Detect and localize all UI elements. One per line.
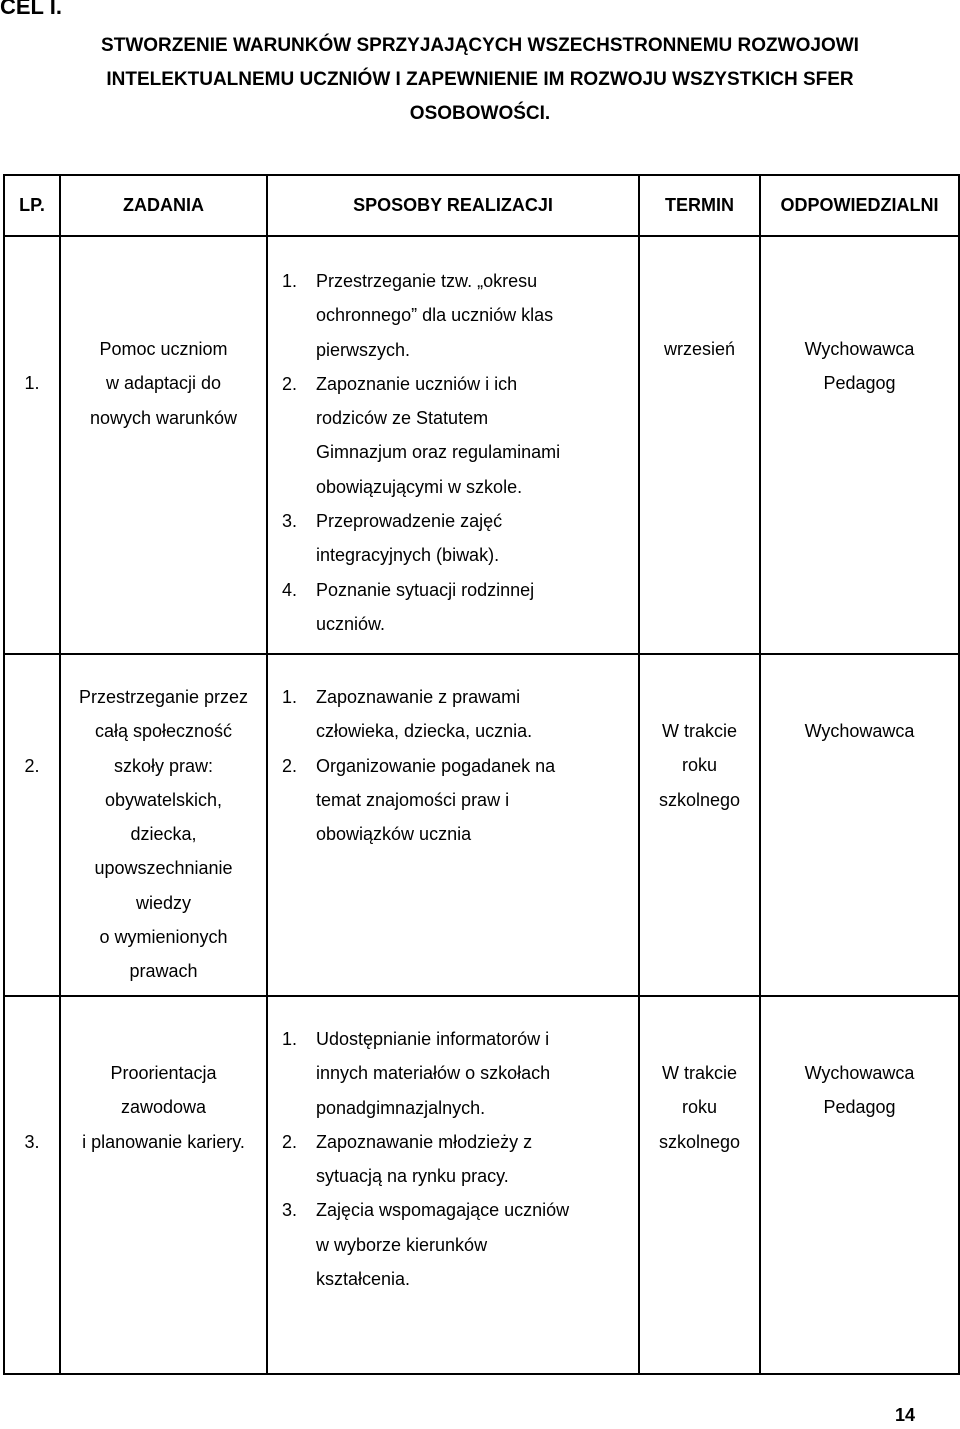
method-number: 2. [282,373,298,394]
responsible-cell [760,996,959,1374]
method-text: Zapoznawanie młodzieży z sytuacją na rynku pracy. [316,1131,533,1187]
method-text: Udostępnianie informatorów i innych materiałów o szkołach ponadgimnazjalnych. [316,1029,551,1118]
methods-cell [267,236,639,654]
task-line: prawach [129,961,198,982]
term-line: szkolnego [658,1131,741,1152]
method-item [282,504,576,573]
method-item [282,1022,576,1125]
task-line: wiedzy [135,892,192,913]
term-cell [639,996,760,1374]
methods-cell [267,654,639,996]
term-line: roku [681,755,717,776]
responsible-line: Pedagog [823,373,896,394]
method-item [282,749,576,852]
task-line: dziecka, [130,824,197,845]
method-text: Zapoznawanie z prawami człowieka, dziecka, ucznia. [316,687,533,742]
header-tasks: ZADANIA [60,175,267,236]
page-number: 14 [894,1405,915,1425]
task-line: Proorientacja [110,1063,217,1083]
responsible-cell [760,236,959,654]
responsible-line: Wychowawca [804,339,915,359]
task-line: i planowanie kariery. [82,1131,245,1152]
term-line: szkolnego [658,789,741,810]
term-cell [639,236,760,654]
method-number: 3. [282,511,298,532]
term-line: roku [681,1097,717,1118]
method-text: Zapoznanie uczniów i ich rodziców ze Statutem Gimnazjum oraz regulaminami obowiązującymi w szkole. [316,373,561,497]
method-text: Przestrzeganie tzw. „okresu ochronnego” dla uczniów klas pierwszych. [316,271,554,360]
row-number-text: 1. [24,373,40,393]
table-row [4,654,959,996]
goal-heading: CEL I. [0,0,62,19]
method-number: 2. [282,755,298,776]
row-number [4,654,60,996]
goal-title-line: STWORZENIE WARUNKÓW SPRZYJAJĄCYCH WSZECHSTRONNEMU ROZWOJOWI [101,35,859,56]
term-line: W trakcie [661,1063,737,1083]
table-header-row [4,175,959,236]
responsible-cell [760,654,959,996]
tasks-table [3,174,960,1375]
row-number-text: 3. [24,1132,40,1152]
table-row [4,996,959,1374]
row-number [4,236,60,654]
method-text: Organizowanie pogadanek na temat znajomości praw i obowiązków ucznia [316,755,556,845]
task-line: zawodowa [120,1097,207,1118]
task-line: całą społeczność [94,721,233,742]
method-item [282,367,576,504]
task-line: w adaptacji do [105,373,222,394]
method-text: Poznanie sytuacji rodzinnej uczniów. [316,579,535,634]
term-cell [639,654,760,996]
method-item [282,1193,576,1296]
header-term: TERMIN [639,175,760,236]
term-line: wrzesień [663,339,736,359]
method-item [282,264,576,367]
task-line: nowych warunków [89,407,238,428]
goal-title [0,29,960,131]
term-line: W trakcie [661,721,737,741]
method-number: 1. [282,1029,298,1049]
responsible-line: Wychowawca [804,721,915,741]
method-item [282,573,576,642]
task-line: Pomoc uczniom [99,339,228,359]
task-cell [60,654,267,996]
method-item [282,1125,576,1194]
goal-title-line: INTELEKTUALNEMU UCZNIÓW I ZAPEWNIENIE IM ROZWOJU WSZYSTKICH SFER [106,69,854,90]
header-lp: LP. [4,175,60,236]
goal-title-line: OSOBOWOŚCI. [409,103,551,124]
table-row [4,236,959,654]
method-text: Przeprowadzenie zajęć integracyjnych (biwak). [316,511,503,566]
header-methods: SPOSOBY REALIZACJI [267,175,639,236]
method-text: Zajęcia wspomagające uczniów w wyborze kierunków kształcenia. [316,1200,570,1290]
row-number-text: 2. [24,756,40,776]
method-item [282,680,576,749]
task-line: szkoły praw: [113,755,214,776]
method-number: 2. [282,1131,298,1152]
header-responsible: ODPOWIEDZIALNI [760,175,959,236]
responsible-line: Pedagog [823,1097,896,1118]
responsible-line: Wychowawca [804,1063,915,1083]
task-line: obywatelskich, [104,789,223,810]
method-number: 4. [282,579,298,600]
task-cell [60,236,267,654]
method-number: 1. [282,271,298,291]
task-cell [60,996,267,1374]
task-line: upowszechnianie [94,858,233,879]
method-number: 3. [282,1200,298,1221]
task-line: o wymienionych [99,927,228,948]
row-number [4,996,60,1374]
task-line: Przestrzeganie przez [78,687,249,707]
methods-cell [267,996,639,1374]
method-number: 1. [282,687,298,707]
